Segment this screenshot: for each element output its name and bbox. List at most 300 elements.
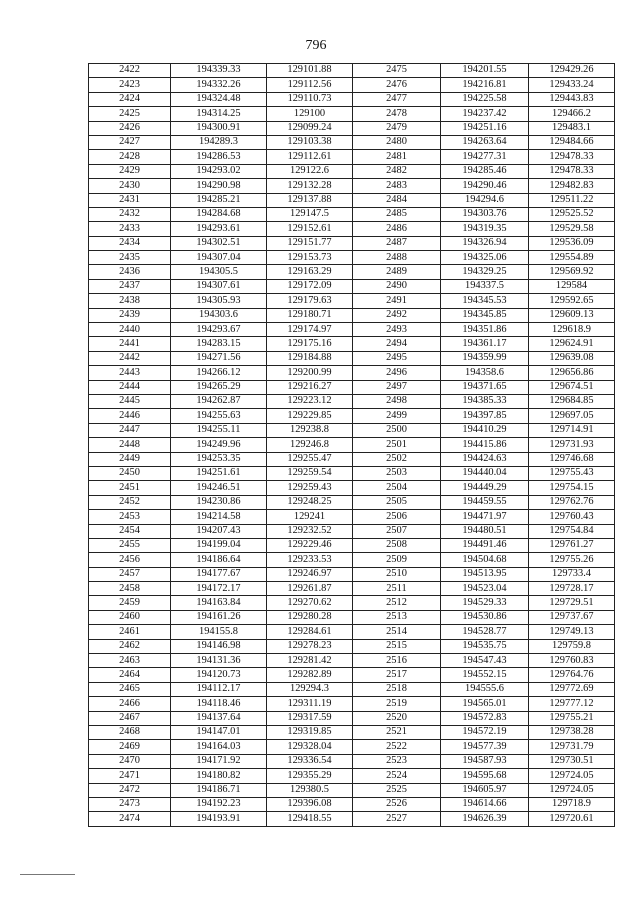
point-number-right-cell: 2516 — [353, 654, 441, 668]
point-number-left-cell: 2436 — [89, 265, 171, 279]
x-coordinate-right-cell: 194329.25 — [441, 265, 529, 279]
x-coordinate-right-cell: 194225.58 — [441, 92, 529, 106]
point-number-right-cell: 2508 — [353, 538, 441, 552]
x-coordinate-left-cell: 194161.26 — [171, 610, 267, 624]
y-coordinate-right-cell: 129554.89 — [529, 251, 615, 265]
x-coordinate-right-cell: 194359.99 — [441, 351, 529, 365]
x-coordinate-left-cell: 194255.11 — [171, 423, 267, 437]
table-row — [89, 625, 615, 639]
point-number-left-cell: 2431 — [89, 193, 171, 207]
point-number-right-cell: 2498 — [353, 394, 441, 408]
x-coordinate-left-cell: 194180.82 — [171, 769, 267, 783]
y-coordinate-left-cell: 129152.61 — [267, 222, 353, 236]
x-coordinate-right-cell: 194345.53 — [441, 294, 529, 308]
point-number-left-cell: 2455 — [89, 538, 171, 552]
y-coordinate-right-cell: 129772.69 — [529, 682, 615, 696]
table-row — [89, 236, 615, 250]
point-number-right-cell: 2497 — [353, 380, 441, 394]
y-coordinate-left-cell: 129175.16 — [267, 337, 353, 351]
table-row — [89, 107, 615, 121]
y-coordinate-left-cell: 129255.47 — [267, 452, 353, 466]
point-number-left-cell: 2435 — [89, 251, 171, 265]
point-number-right-cell: 2515 — [353, 639, 441, 653]
table-row — [89, 452, 615, 466]
x-coordinate-left-cell: 194137.64 — [171, 711, 267, 725]
point-number-left-cell: 2423 — [89, 78, 171, 92]
y-coordinate-left-cell: 129328.04 — [267, 740, 353, 754]
x-coordinate-right-cell: 194528.77 — [441, 625, 529, 639]
x-coordinate-left-cell: 194305.5 — [171, 265, 267, 279]
table-row — [89, 423, 615, 437]
x-coordinate-right-cell: 194385.33 — [441, 394, 529, 408]
table-row — [89, 394, 615, 408]
y-coordinate-right-cell: 129684.85 — [529, 394, 615, 408]
table-row — [89, 135, 615, 149]
point-number-right-cell: 2499 — [353, 409, 441, 423]
table-row — [89, 380, 615, 394]
y-coordinate-right-cell: 129639.08 — [529, 351, 615, 365]
y-coordinate-right-cell: 129429.26 — [529, 64, 615, 78]
page-number: 796 — [305, 38, 327, 53]
y-coordinate-left-cell: 129336.54 — [267, 754, 353, 768]
point-number-right-cell: 2519 — [353, 697, 441, 711]
y-coordinate-left-cell: 129232.52 — [267, 524, 353, 538]
point-number-left-cell: 2424 — [89, 92, 171, 106]
y-coordinate-right-cell: 129733.4 — [529, 567, 615, 581]
x-coordinate-left-cell: 194112.17 — [171, 682, 267, 696]
x-coordinate-right-cell: 194326.94 — [441, 236, 529, 250]
x-coordinate-left-cell: 194118.46 — [171, 697, 267, 711]
y-coordinate-left-cell: 129261.87 — [267, 582, 353, 596]
y-coordinate-right-cell: 129674.51 — [529, 380, 615, 394]
y-coordinate-right-cell: 129536.09 — [529, 236, 615, 250]
point-number-right-cell: 2495 — [353, 351, 441, 365]
point-number-right-cell: 2494 — [353, 337, 441, 351]
point-number-right-cell: 2521 — [353, 725, 441, 739]
table-row — [89, 639, 615, 653]
point-number-right-cell: 2507 — [353, 524, 441, 538]
point-number-left-cell: 2454 — [89, 524, 171, 538]
point-number-left-cell: 2429 — [89, 164, 171, 178]
x-coordinate-right-cell: 194577.39 — [441, 740, 529, 754]
x-coordinate-left-cell: 194303.6 — [171, 308, 267, 322]
y-coordinate-left-cell: 129122.6 — [267, 164, 353, 178]
y-coordinate-right-cell: 129466.2 — [529, 107, 615, 121]
coordinates-table-body — [89, 64, 615, 827]
y-coordinate-left-cell: 129248.25 — [267, 495, 353, 509]
table-row — [89, 466, 615, 480]
y-coordinate-left-cell: 129241 — [267, 510, 353, 524]
x-coordinate-left-cell: 194255.63 — [171, 409, 267, 423]
point-number-right-cell: 2510 — [353, 567, 441, 581]
point-number-right-cell: 2527 — [353, 812, 441, 826]
point-number-right-cell: 2479 — [353, 121, 441, 135]
x-coordinate-left-cell: 194171.92 — [171, 754, 267, 768]
y-coordinate-right-cell: 129482.83 — [529, 179, 615, 193]
y-coordinate-right-cell: 129478.33 — [529, 150, 615, 164]
table-row — [89, 697, 615, 711]
point-number-right-cell: 2504 — [353, 481, 441, 495]
table-row — [89, 668, 615, 682]
point-number-left-cell: 2427 — [89, 135, 171, 149]
y-coordinate-right-cell: 129624.91 — [529, 337, 615, 351]
point-number-left-cell: 2437 — [89, 279, 171, 293]
point-number-left-cell: 2462 — [89, 639, 171, 653]
y-coordinate-left-cell: 129110.73 — [267, 92, 353, 106]
table-row — [89, 812, 615, 826]
point-number-right-cell: 2491 — [353, 294, 441, 308]
y-coordinate-right-cell: 129511.22 — [529, 193, 615, 207]
x-coordinate-left-cell: 194262.87 — [171, 394, 267, 408]
y-coordinate-right-cell: 129746.68 — [529, 452, 615, 466]
x-coordinate-left-cell: 194177.67 — [171, 567, 267, 581]
x-coordinate-right-cell: 194294.6 — [441, 193, 529, 207]
x-coordinate-right-cell: 194614.66 — [441, 797, 529, 811]
x-coordinate-right-cell: 194459.55 — [441, 495, 529, 509]
y-coordinate-right-cell: 129731.79 — [529, 740, 615, 754]
table-row — [89, 783, 615, 797]
point-number-right-cell: 2525 — [353, 783, 441, 797]
point-number-right-cell: 2512 — [353, 596, 441, 610]
x-coordinate-right-cell: 194277.31 — [441, 150, 529, 164]
point-number-left-cell: 2444 — [89, 380, 171, 394]
x-coordinate-left-cell: 194207.43 — [171, 524, 267, 538]
x-coordinate-left-cell: 194164.03 — [171, 740, 267, 754]
x-coordinate-left-cell: 194230.86 — [171, 495, 267, 509]
point-number-left-cell: 2441 — [89, 337, 171, 351]
point-number-left-cell: 2459 — [89, 596, 171, 610]
table-row — [89, 207, 615, 221]
point-number-right-cell: 2505 — [353, 495, 441, 509]
x-coordinate-left-cell: 194339.33 — [171, 64, 267, 78]
x-coordinate-right-cell: 194529.33 — [441, 596, 529, 610]
y-coordinate-left-cell: 129246.97 — [267, 567, 353, 581]
x-coordinate-right-cell: 194358.6 — [441, 366, 529, 380]
x-coordinate-left-cell: 194146.98 — [171, 639, 267, 653]
y-coordinate-left-cell: 129311.19 — [267, 697, 353, 711]
y-coordinate-left-cell: 129137.88 — [267, 193, 353, 207]
x-coordinate-right-cell: 194285.46 — [441, 164, 529, 178]
point-number-right-cell: 2517 — [353, 668, 441, 682]
point-number-right-cell: 2513 — [353, 610, 441, 624]
y-coordinate-left-cell: 129174.97 — [267, 323, 353, 337]
x-coordinate-right-cell: 194547.43 — [441, 654, 529, 668]
x-coordinate-right-cell: 194605.97 — [441, 783, 529, 797]
point-number-left-cell: 2448 — [89, 438, 171, 452]
y-coordinate-left-cell: 129396.08 — [267, 797, 353, 811]
y-coordinate-left-cell: 129200.99 — [267, 366, 353, 380]
x-coordinate-right-cell: 194572.83 — [441, 711, 529, 725]
x-coordinate-right-cell: 194504.68 — [441, 553, 529, 567]
y-coordinate-right-cell: 129759.8 — [529, 639, 615, 653]
y-coordinate-right-cell: 129483.1 — [529, 121, 615, 135]
y-coordinate-left-cell: 129153.73 — [267, 251, 353, 265]
y-coordinate-left-cell: 129101.88 — [267, 64, 353, 78]
x-coordinate-left-cell: 194265.29 — [171, 380, 267, 394]
point-number-left-cell: 2434 — [89, 236, 171, 250]
point-number-right-cell: 2501 — [353, 438, 441, 452]
y-coordinate-right-cell: 129760.83 — [529, 654, 615, 668]
point-number-right-cell: 2524 — [353, 769, 441, 783]
point-number-left-cell: 2457 — [89, 567, 171, 581]
x-coordinate-left-cell: 194314.25 — [171, 107, 267, 121]
y-coordinate-right-cell: 129529.58 — [529, 222, 615, 236]
point-number-right-cell: 2480 — [353, 135, 441, 149]
x-coordinate-left-cell: 194285.21 — [171, 193, 267, 207]
point-number-left-cell: 2443 — [89, 366, 171, 380]
y-coordinate-right-cell: 129697.05 — [529, 409, 615, 423]
y-coordinate-right-cell: 129592.65 — [529, 294, 615, 308]
table-row — [89, 610, 615, 624]
table-row — [89, 797, 615, 811]
x-coordinate-left-cell: 194131.36 — [171, 654, 267, 668]
x-coordinate-right-cell: 194440.04 — [441, 466, 529, 480]
y-coordinate-left-cell: 129216.27 — [267, 380, 353, 394]
point-number-left-cell: 2465 — [89, 682, 171, 696]
table-row — [89, 64, 615, 78]
point-number-right-cell: 2478 — [353, 107, 441, 121]
y-coordinate-right-cell: 129724.05 — [529, 783, 615, 797]
y-coordinate-right-cell: 129728.17 — [529, 582, 615, 596]
point-number-right-cell: 2484 — [353, 193, 441, 207]
x-coordinate-right-cell: 194237.42 — [441, 107, 529, 121]
x-coordinate-left-cell: 194266.12 — [171, 366, 267, 380]
y-coordinate-left-cell: 129284.61 — [267, 625, 353, 639]
y-coordinate-right-cell: 129720.61 — [529, 812, 615, 826]
point-number-left-cell: 2470 — [89, 754, 171, 768]
x-coordinate-left-cell: 194332.26 — [171, 78, 267, 92]
point-number-left-cell: 2460 — [89, 610, 171, 624]
table-row — [89, 193, 615, 207]
y-coordinate-right-cell: 129754.84 — [529, 524, 615, 538]
y-coordinate-right-cell: 129609.13 — [529, 308, 615, 322]
point-number-left-cell: 2422 — [89, 64, 171, 78]
x-coordinate-right-cell: 194351.86 — [441, 323, 529, 337]
point-number-right-cell: 2482 — [353, 164, 441, 178]
point-number-right-cell: 2523 — [353, 754, 441, 768]
y-coordinate-left-cell: 129317.59 — [267, 711, 353, 725]
table-row — [89, 538, 615, 552]
y-coordinate-right-cell: 129730.51 — [529, 754, 615, 768]
point-number-right-cell: 2492 — [353, 308, 441, 322]
point-number-right-cell: 2485 — [353, 207, 441, 221]
y-coordinate-right-cell: 129443.83 — [529, 92, 615, 106]
x-coordinate-right-cell: 194337.5 — [441, 279, 529, 293]
x-coordinate-right-cell: 194513.95 — [441, 567, 529, 581]
x-coordinate-left-cell: 194324.48 — [171, 92, 267, 106]
point-number-left-cell: 2439 — [89, 308, 171, 322]
y-coordinate-right-cell: 129478.33 — [529, 164, 615, 178]
point-number-right-cell: 2477 — [353, 92, 441, 106]
point-number-left-cell: 2449 — [89, 452, 171, 466]
y-coordinate-right-cell: 129777.12 — [529, 697, 615, 711]
y-coordinate-left-cell: 129099.24 — [267, 121, 353, 135]
y-coordinate-right-cell: 129525.52 — [529, 207, 615, 221]
y-coordinate-right-cell: 129761.27 — [529, 538, 615, 552]
x-coordinate-right-cell: 194471.97 — [441, 510, 529, 524]
point-number-right-cell: 2487 — [353, 236, 441, 250]
x-coordinate-left-cell: 194163.84 — [171, 596, 267, 610]
point-number-left-cell: 2474 — [89, 812, 171, 826]
table-row — [89, 567, 615, 581]
x-coordinate-left-cell: 194120.73 — [171, 668, 267, 682]
point-number-left-cell: 2463 — [89, 654, 171, 668]
y-coordinate-left-cell: 129172.09 — [267, 279, 353, 293]
x-coordinate-left-cell: 194192.23 — [171, 797, 267, 811]
x-coordinate-left-cell: 194271.56 — [171, 351, 267, 365]
y-coordinate-left-cell: 129112.56 — [267, 78, 353, 92]
x-coordinate-left-cell: 194307.61 — [171, 279, 267, 293]
point-number-left-cell: 2440 — [89, 323, 171, 337]
y-coordinate-right-cell: 129731.93 — [529, 438, 615, 452]
x-coordinate-right-cell: 194201.55 — [441, 64, 529, 78]
point-number-right-cell: 2518 — [353, 682, 441, 696]
x-coordinate-right-cell: 194397.85 — [441, 409, 529, 423]
y-coordinate-right-cell: 129764.76 — [529, 668, 615, 682]
point-number-left-cell: 2456 — [89, 553, 171, 567]
x-coordinate-right-cell: 194626.39 — [441, 812, 529, 826]
point-number-left-cell: 2469 — [89, 740, 171, 754]
x-coordinate-right-cell: 194587.93 — [441, 754, 529, 768]
table-row — [89, 279, 615, 293]
point-number-right-cell: 2486 — [353, 222, 441, 236]
point-number-left-cell: 2464 — [89, 668, 171, 682]
table-row — [89, 711, 615, 725]
y-coordinate-left-cell: 129229.46 — [267, 538, 353, 552]
table-row — [89, 150, 615, 164]
y-coordinate-right-cell: 129749.13 — [529, 625, 615, 639]
point-number-right-cell: 2488 — [353, 251, 441, 265]
y-coordinate-left-cell: 129282.89 — [267, 668, 353, 682]
x-coordinate-left-cell: 194300.91 — [171, 121, 267, 135]
point-number-right-cell: 2506 — [353, 510, 441, 524]
point-number-right-cell: 2502 — [353, 452, 441, 466]
y-coordinate-left-cell: 129259.54 — [267, 466, 353, 480]
point-number-right-cell: 2493 — [353, 323, 441, 337]
x-coordinate-right-cell: 194449.29 — [441, 481, 529, 495]
point-number-right-cell: 2503 — [353, 466, 441, 480]
x-coordinate-right-cell: 194263.64 — [441, 135, 529, 149]
point-number-left-cell: 2467 — [89, 711, 171, 725]
y-coordinate-left-cell: 129270.62 — [267, 596, 353, 610]
y-coordinate-right-cell: 129433.24 — [529, 78, 615, 92]
point-number-right-cell: 2520 — [353, 711, 441, 725]
point-number-left-cell: 2461 — [89, 625, 171, 639]
x-coordinate-right-cell: 194552.15 — [441, 668, 529, 682]
x-coordinate-left-cell: 194199.04 — [171, 538, 267, 552]
y-coordinate-right-cell: 129484.66 — [529, 135, 615, 149]
x-coordinate-left-cell: 194293.67 — [171, 323, 267, 337]
point-number-right-cell: 2514 — [353, 625, 441, 639]
point-number-left-cell: 2466 — [89, 697, 171, 711]
y-coordinate-left-cell: 129418.55 — [267, 812, 353, 826]
point-number-left-cell: 2447 — [89, 423, 171, 437]
table-row — [89, 337, 615, 351]
x-coordinate-left-cell: 194305.93 — [171, 294, 267, 308]
point-number-left-cell: 2453 — [89, 510, 171, 524]
x-coordinate-left-cell: 194246.51 — [171, 481, 267, 495]
y-coordinate-left-cell: 129132.28 — [267, 179, 353, 193]
x-coordinate-right-cell: 194251.16 — [441, 121, 529, 135]
y-coordinate-left-cell: 129380.5 — [267, 783, 353, 797]
x-coordinate-left-cell: 194307.04 — [171, 251, 267, 265]
y-coordinate-left-cell: 129238.8 — [267, 423, 353, 437]
x-coordinate-right-cell: 194523.04 — [441, 582, 529, 596]
y-coordinate-right-cell: 129569.92 — [529, 265, 615, 279]
y-coordinate-right-cell: 129584 — [529, 279, 615, 293]
point-number-right-cell: 2476 — [353, 78, 441, 92]
x-coordinate-left-cell: 194283.15 — [171, 337, 267, 351]
y-coordinate-right-cell: 129718.9 — [529, 797, 615, 811]
y-coordinate-left-cell: 129151.77 — [267, 236, 353, 250]
point-number-left-cell: 2428 — [89, 150, 171, 164]
point-number-left-cell: 2438 — [89, 294, 171, 308]
table-row — [89, 553, 615, 567]
y-coordinate-right-cell: 129737.67 — [529, 610, 615, 624]
y-coordinate-right-cell: 129762.76 — [529, 495, 615, 509]
point-number-right-cell: 2475 — [353, 64, 441, 78]
y-coordinate-right-cell: 129754.15 — [529, 481, 615, 495]
y-coordinate-left-cell: 129278.23 — [267, 639, 353, 653]
x-coordinate-right-cell: 194480.51 — [441, 524, 529, 538]
point-number-left-cell: 2425 — [89, 107, 171, 121]
table-row — [89, 251, 615, 265]
x-coordinate-left-cell: 194186.64 — [171, 553, 267, 567]
x-coordinate-right-cell: 194361.17 — [441, 337, 529, 351]
point-number-left-cell: 2450 — [89, 466, 171, 480]
x-coordinate-right-cell: 194290.46 — [441, 179, 529, 193]
table-row — [89, 179, 615, 193]
y-coordinate-right-cell: 129760.43 — [529, 510, 615, 524]
y-coordinate-left-cell: 129184.88 — [267, 351, 353, 365]
y-coordinate-left-cell: 129223.12 — [267, 394, 353, 408]
x-coordinate-left-cell: 194147.01 — [171, 725, 267, 739]
y-coordinate-left-cell: 129294.3 — [267, 682, 353, 696]
point-number-left-cell: 2451 — [89, 481, 171, 495]
x-coordinate-right-cell: 194415.86 — [441, 438, 529, 452]
table-row — [89, 92, 615, 106]
x-coordinate-right-cell: 194535.75 — [441, 639, 529, 653]
y-coordinate-left-cell: 129179.63 — [267, 294, 353, 308]
point-number-left-cell: 2426 — [89, 121, 171, 135]
table-row — [89, 725, 615, 739]
y-coordinate-right-cell: 129656.86 — [529, 366, 615, 380]
x-coordinate-right-cell: 194595.68 — [441, 769, 529, 783]
y-coordinate-right-cell: 129755.26 — [529, 553, 615, 567]
x-coordinate-right-cell: 194410.29 — [441, 423, 529, 437]
point-number-right-cell: 2509 — [353, 553, 441, 567]
y-coordinate-left-cell: 129180.71 — [267, 308, 353, 322]
x-coordinate-right-cell: 194371.65 — [441, 380, 529, 394]
x-coordinate-right-cell: 194216.81 — [441, 78, 529, 92]
point-number-right-cell: 2483 — [353, 179, 441, 193]
table-row — [89, 323, 615, 337]
point-number-right-cell: 2489 — [353, 265, 441, 279]
x-coordinate-right-cell: 194303.76 — [441, 207, 529, 221]
table-row — [89, 495, 615, 509]
table-row — [89, 294, 615, 308]
y-coordinate-right-cell: 129729.51 — [529, 596, 615, 610]
point-number-left-cell: 2432 — [89, 207, 171, 221]
point-number-left-cell: 2471 — [89, 769, 171, 783]
point-number-right-cell: 2496 — [353, 366, 441, 380]
point-number-left-cell: 2458 — [89, 582, 171, 596]
table-row — [89, 524, 615, 538]
x-coordinate-left-cell: 194290.98 — [171, 179, 267, 193]
x-coordinate-right-cell: 194491.46 — [441, 538, 529, 552]
y-coordinate-left-cell: 129233.53 — [267, 553, 353, 567]
x-coordinate-left-cell: 194214.58 — [171, 510, 267, 524]
